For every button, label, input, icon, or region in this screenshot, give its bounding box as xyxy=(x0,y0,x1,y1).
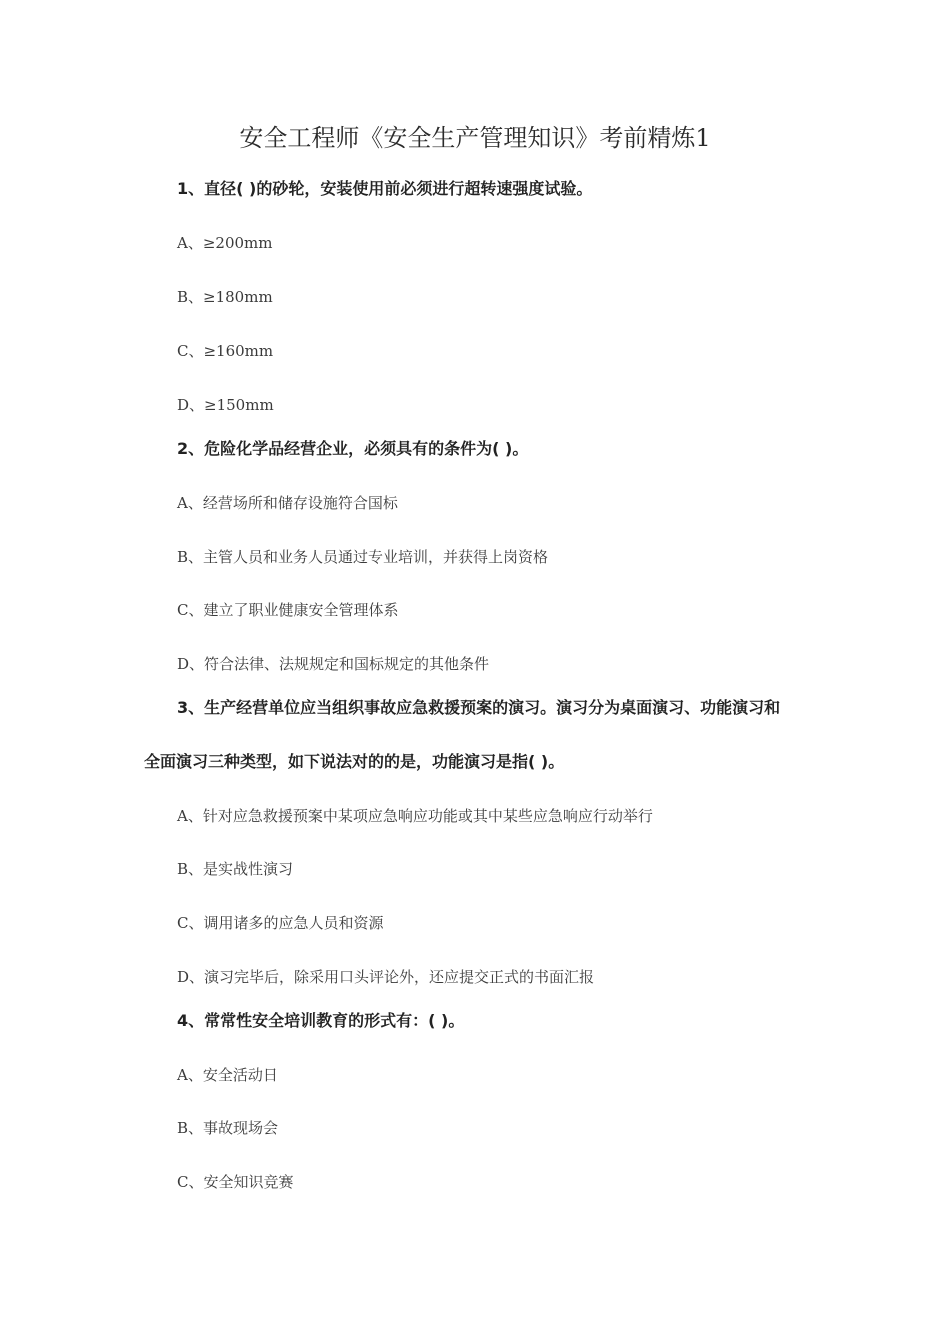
question-1-option-c: C、≥160mm xyxy=(177,342,274,360)
question-2-option-b: B、主管人员和业务人员通过专业培训，并获得上岗资格 xyxy=(177,548,549,566)
question-4-option-b: B、事故现场会 xyxy=(177,1119,279,1137)
question-3-option-d: D、演习完毕后，除采用口头评论外，还应提交正式的书面汇报 xyxy=(177,968,595,986)
question-3-option-a: A、针对应急救援预案中某项应急响应功能或其中某些应急响应行动举行 xyxy=(177,807,653,825)
question-1-option-b: B、≥180mm xyxy=(177,288,273,306)
question-4-option-c: C、安全知识竞赛 xyxy=(177,1173,294,1191)
question-2-option-d: D、符合法律、法规规定和国标规定的其他条件 xyxy=(177,655,490,673)
question-3-stem-line-1: 3、生产经营单位应当组织事故应急救援预案的演习。演习分为桌面演习、功能演习和 xyxy=(177,698,781,717)
document-title: 安全工程师《安全生产管理知识》考前精炼1 xyxy=(239,124,711,152)
question-3-stem-line-2: 全面演习三种类型，如下说法对的的是，功能演习是指( )。 xyxy=(144,752,565,771)
question-3-option-c: C、调用诸多的应急人员和资源 xyxy=(177,914,384,932)
question-1-option-d: D、≥150mm xyxy=(177,396,274,414)
question-1-option-a: A、≥200mm xyxy=(177,234,273,252)
question-2-option-c: C、建立了职业健康安全管理体系 xyxy=(177,601,399,619)
question-4-stem: 4、常常性安全培训教育的形式有：( )。 xyxy=(177,1011,465,1030)
question-3-option-b: B、是实战性演习 xyxy=(177,860,294,878)
question-1-stem: 1、直径( )的砂轮，安装使用前必须进行超转速强度试验。 xyxy=(177,179,593,198)
question-2-option-a: A、经营场所和储存设施符合国标 xyxy=(177,494,398,512)
question-4-option-a: A、安全活动日 xyxy=(177,1066,278,1084)
question-2-stem: 2、危险化学品经营企业，必须具有的条件为( )。 xyxy=(177,439,529,458)
